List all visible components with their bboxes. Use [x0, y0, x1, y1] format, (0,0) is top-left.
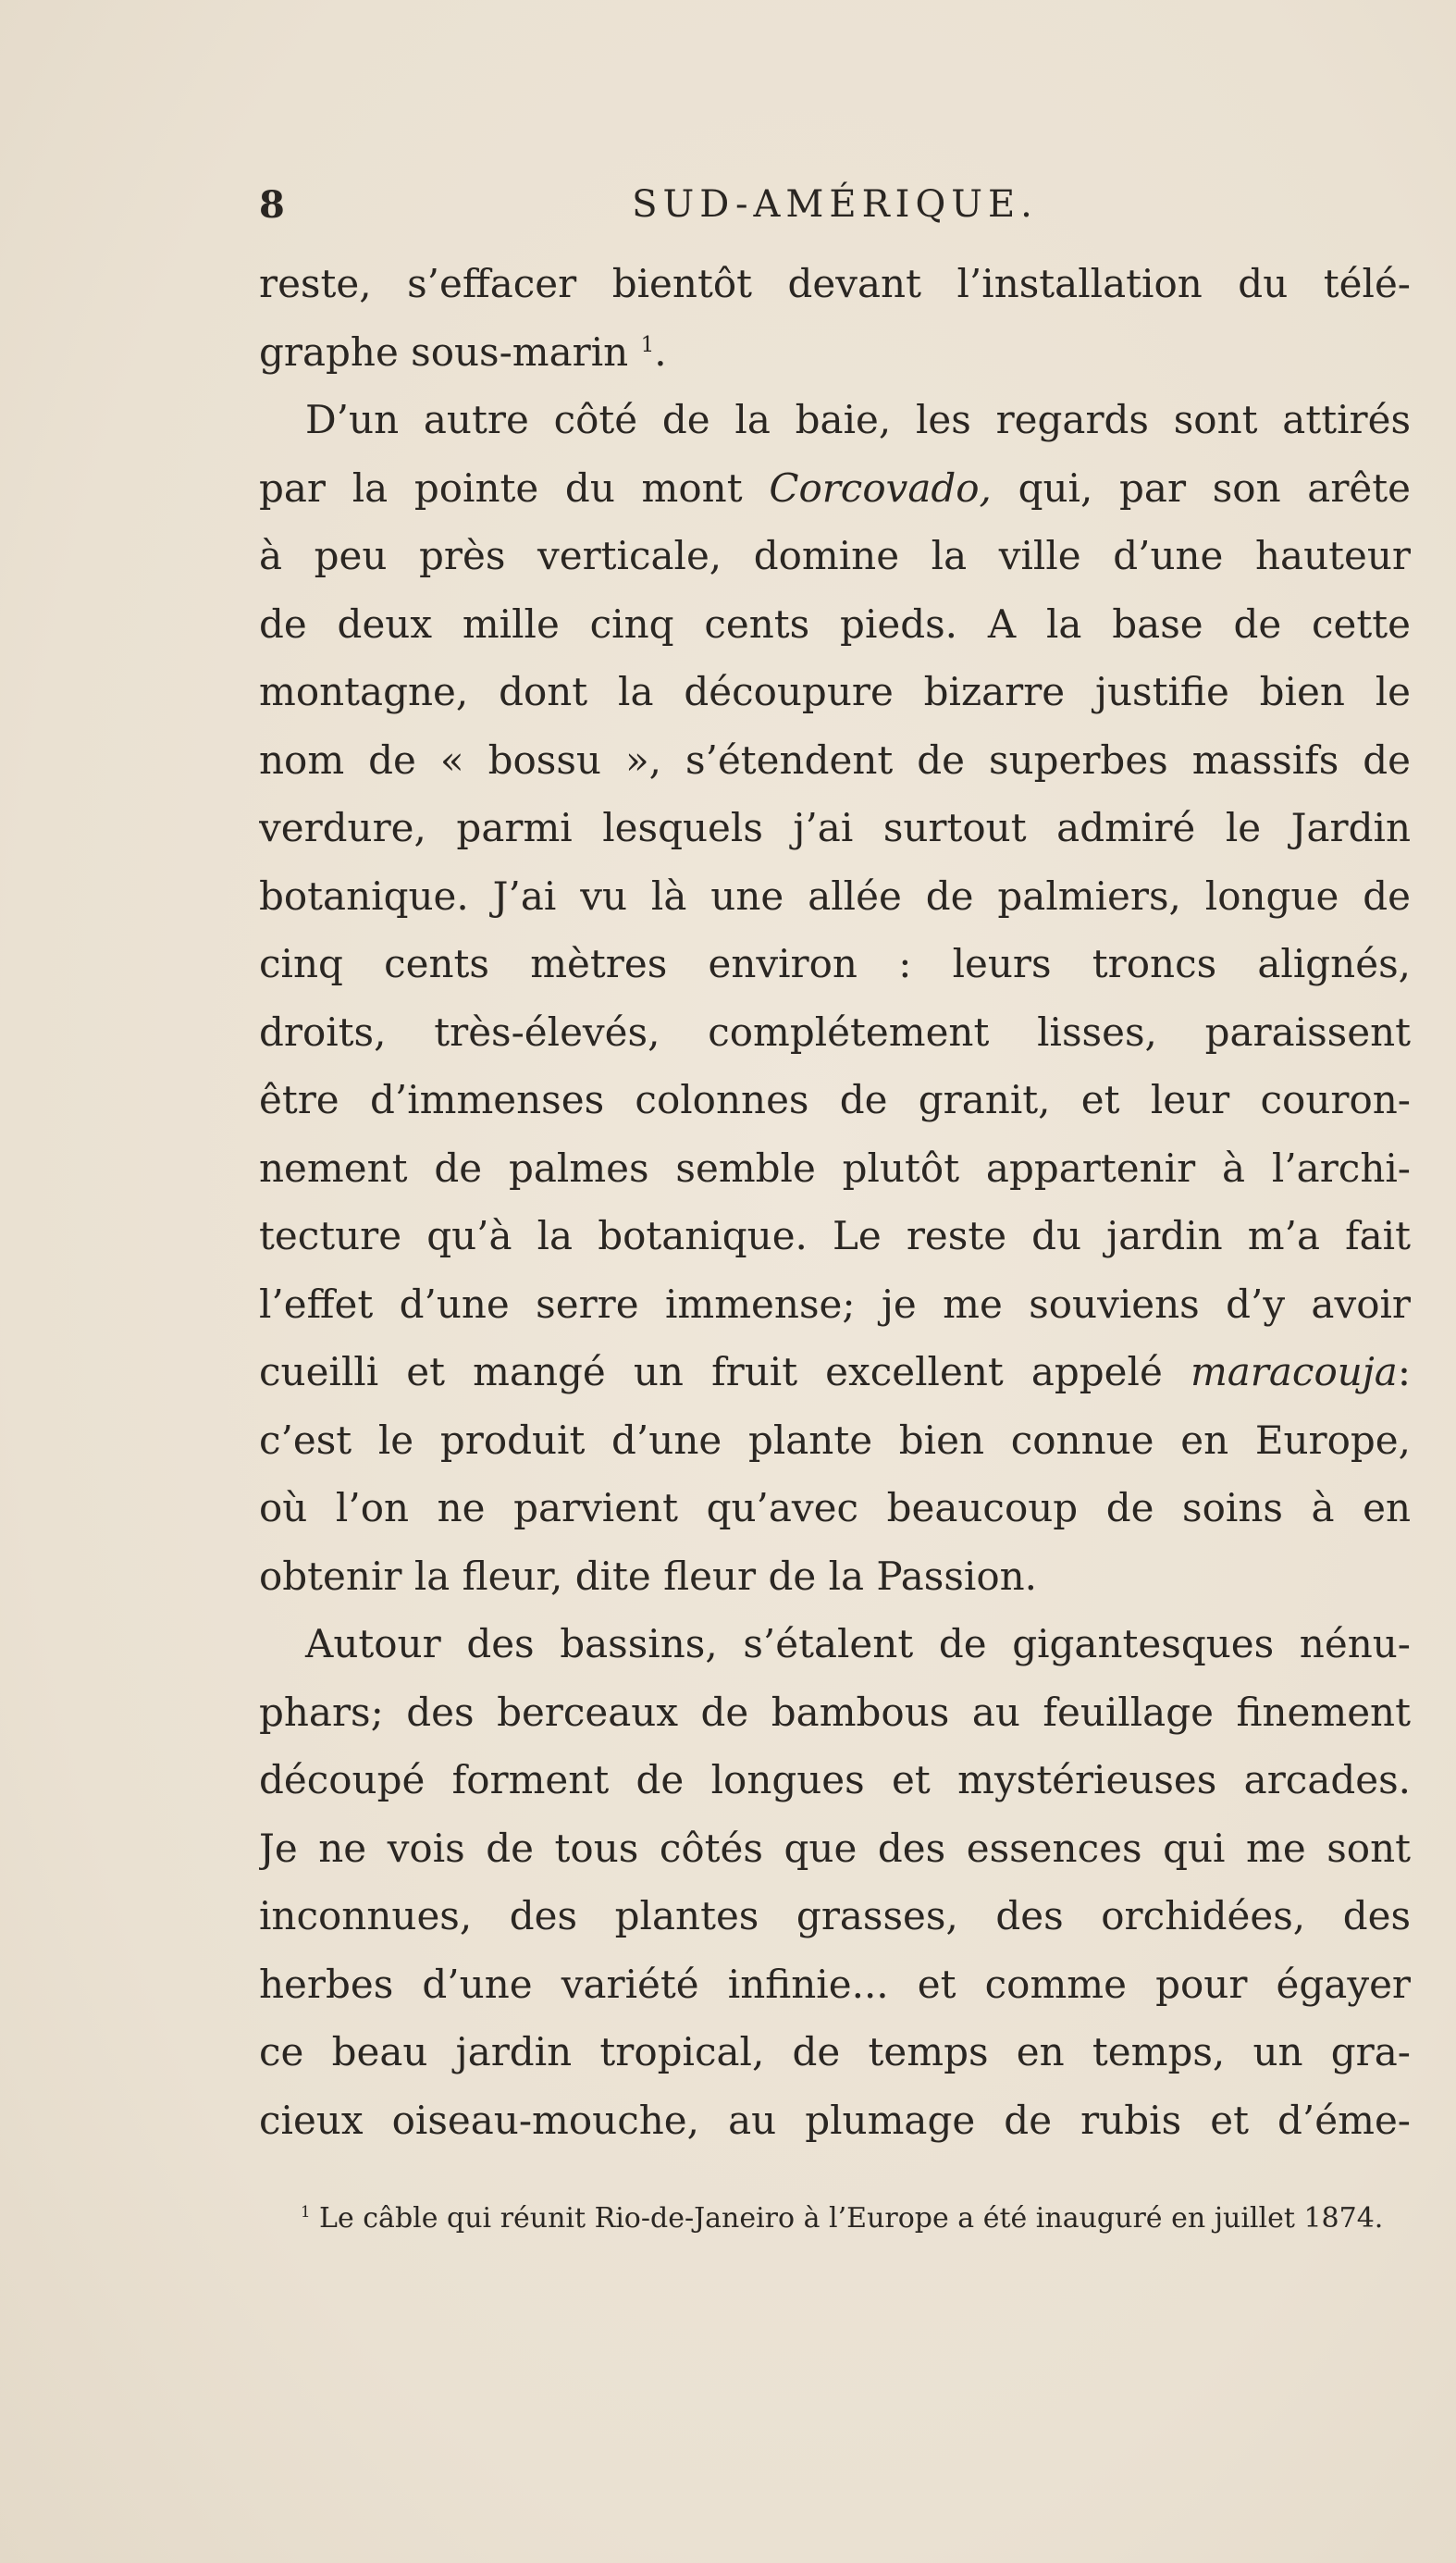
footnote [301, 2202, 1411, 2235]
paragraph-first-line: Autour des bassins, s’étalent de gigantesques nénu- [305, 1621, 1411, 1666]
text-line: ce beau jardin tropical, de temps en temps, un gra- [259, 2029, 1411, 2074]
text-line-content: graphe sous-marin [259, 328, 629, 375]
running-title: SUD-AMÉRIQUE. [632, 183, 1038, 226]
text-line: l’effet d’une serre immense; je me souviens d’y avoir [259, 1281, 1411, 1327]
text-line [259, 1338, 1411, 1406]
text-line: être d’immenses colonnes de granit, et leur couron- [259, 1077, 1411, 1122]
text-line-end: . [654, 328, 667, 375]
text-line: inconnues, des plantes grasses, des orchidées, des [259, 1893, 1411, 1938]
text-line: tecture qu’à la botanique. Le reste du jardin m’a fait [259, 1213, 1411, 1258]
text-line: découpé forment de longues et mystérieuses arcades. [259, 1757, 1411, 1802]
text-line: herbes d’une variété infinie... et comme pour égayer [259, 1961, 1411, 2007]
text-line [259, 454, 1411, 523]
text-line: reste, s’effacer bientôt devant l’installation du télé- [259, 261, 1411, 306]
footnote-marker: 1 [301, 2203, 311, 2221]
text-line: à peu près verticale, domine la ville d’une hauteur [259, 533, 1411, 578]
footnote-text: Le câble qui réunit Rio-de-Janeiro à l’Europe a été inauguré en juillet 1874. [319, 2202, 1384, 2235]
fruit-name-maracouja: maracouja [1190, 1349, 1398, 1394]
footnote-reference: 1 [640, 332, 655, 357]
text-line: nement de palmes semble plutôt appartenir à l’archi- [259, 1145, 1411, 1191]
body-text [259, 250, 1411, 2154]
text-line: de deux mille cinq cents pieds. A la base de cette [259, 601, 1411, 647]
text-line-tail: qui, par son arête [1018, 464, 1411, 511]
text-line: droits, très-élevés, complétement lisses, paraissent [259, 1009, 1411, 1055]
text-line: verdure, parmi lesquels j’ai surtout admiré le Jardin [259, 805, 1411, 850]
text-line: où l’on ne parvient qu’avec beaucoup de soins à en [259, 1485, 1411, 1530]
place-name-corcovado: Corcovado, [769, 464, 992, 511]
text-line: montagne, dont la découpure bizarre justifie bien le [259, 669, 1411, 714]
page-number: 8 [259, 183, 285, 227]
text-line: Je ne vois de tous côtés que des essences qui me sont [259, 1825, 1411, 1871]
text-line: cinq cents mètres environ : leurs troncs alignés, [259, 941, 1411, 986]
text-line: cieux oiseau-mouche, au plumage de rubis et d’éme- [259, 2097, 1411, 2143]
text-line-content: cueilli et mangé un fruit excellent appelé [259, 1349, 1163, 1394]
text-line: obtenir la fleur, dite fleur de la Passion. [259, 1553, 1038, 1599]
text-line-end: : [1397, 1349, 1411, 1394]
text-line [259, 318, 1411, 387]
text-line: nom de « bossu », s’étendent de superbes massifs de [259, 737, 1411, 783]
text-line-content: par la pointe du mont [259, 464, 743, 511]
page-header [259, 183, 1411, 229]
text-line: phars; des berceaux de bambous au feuillage finement [259, 1689, 1411, 1735]
text-line: c’est le produit d’une plante bien connue en Europe, [259, 1417, 1411, 1463]
text-line: botanique. J’ai vu là une allée de palmiers, longue de [259, 873, 1411, 919]
paragraph-first-line: D’un autre côté de la baie, les regards sont attirés [305, 397, 1411, 442]
